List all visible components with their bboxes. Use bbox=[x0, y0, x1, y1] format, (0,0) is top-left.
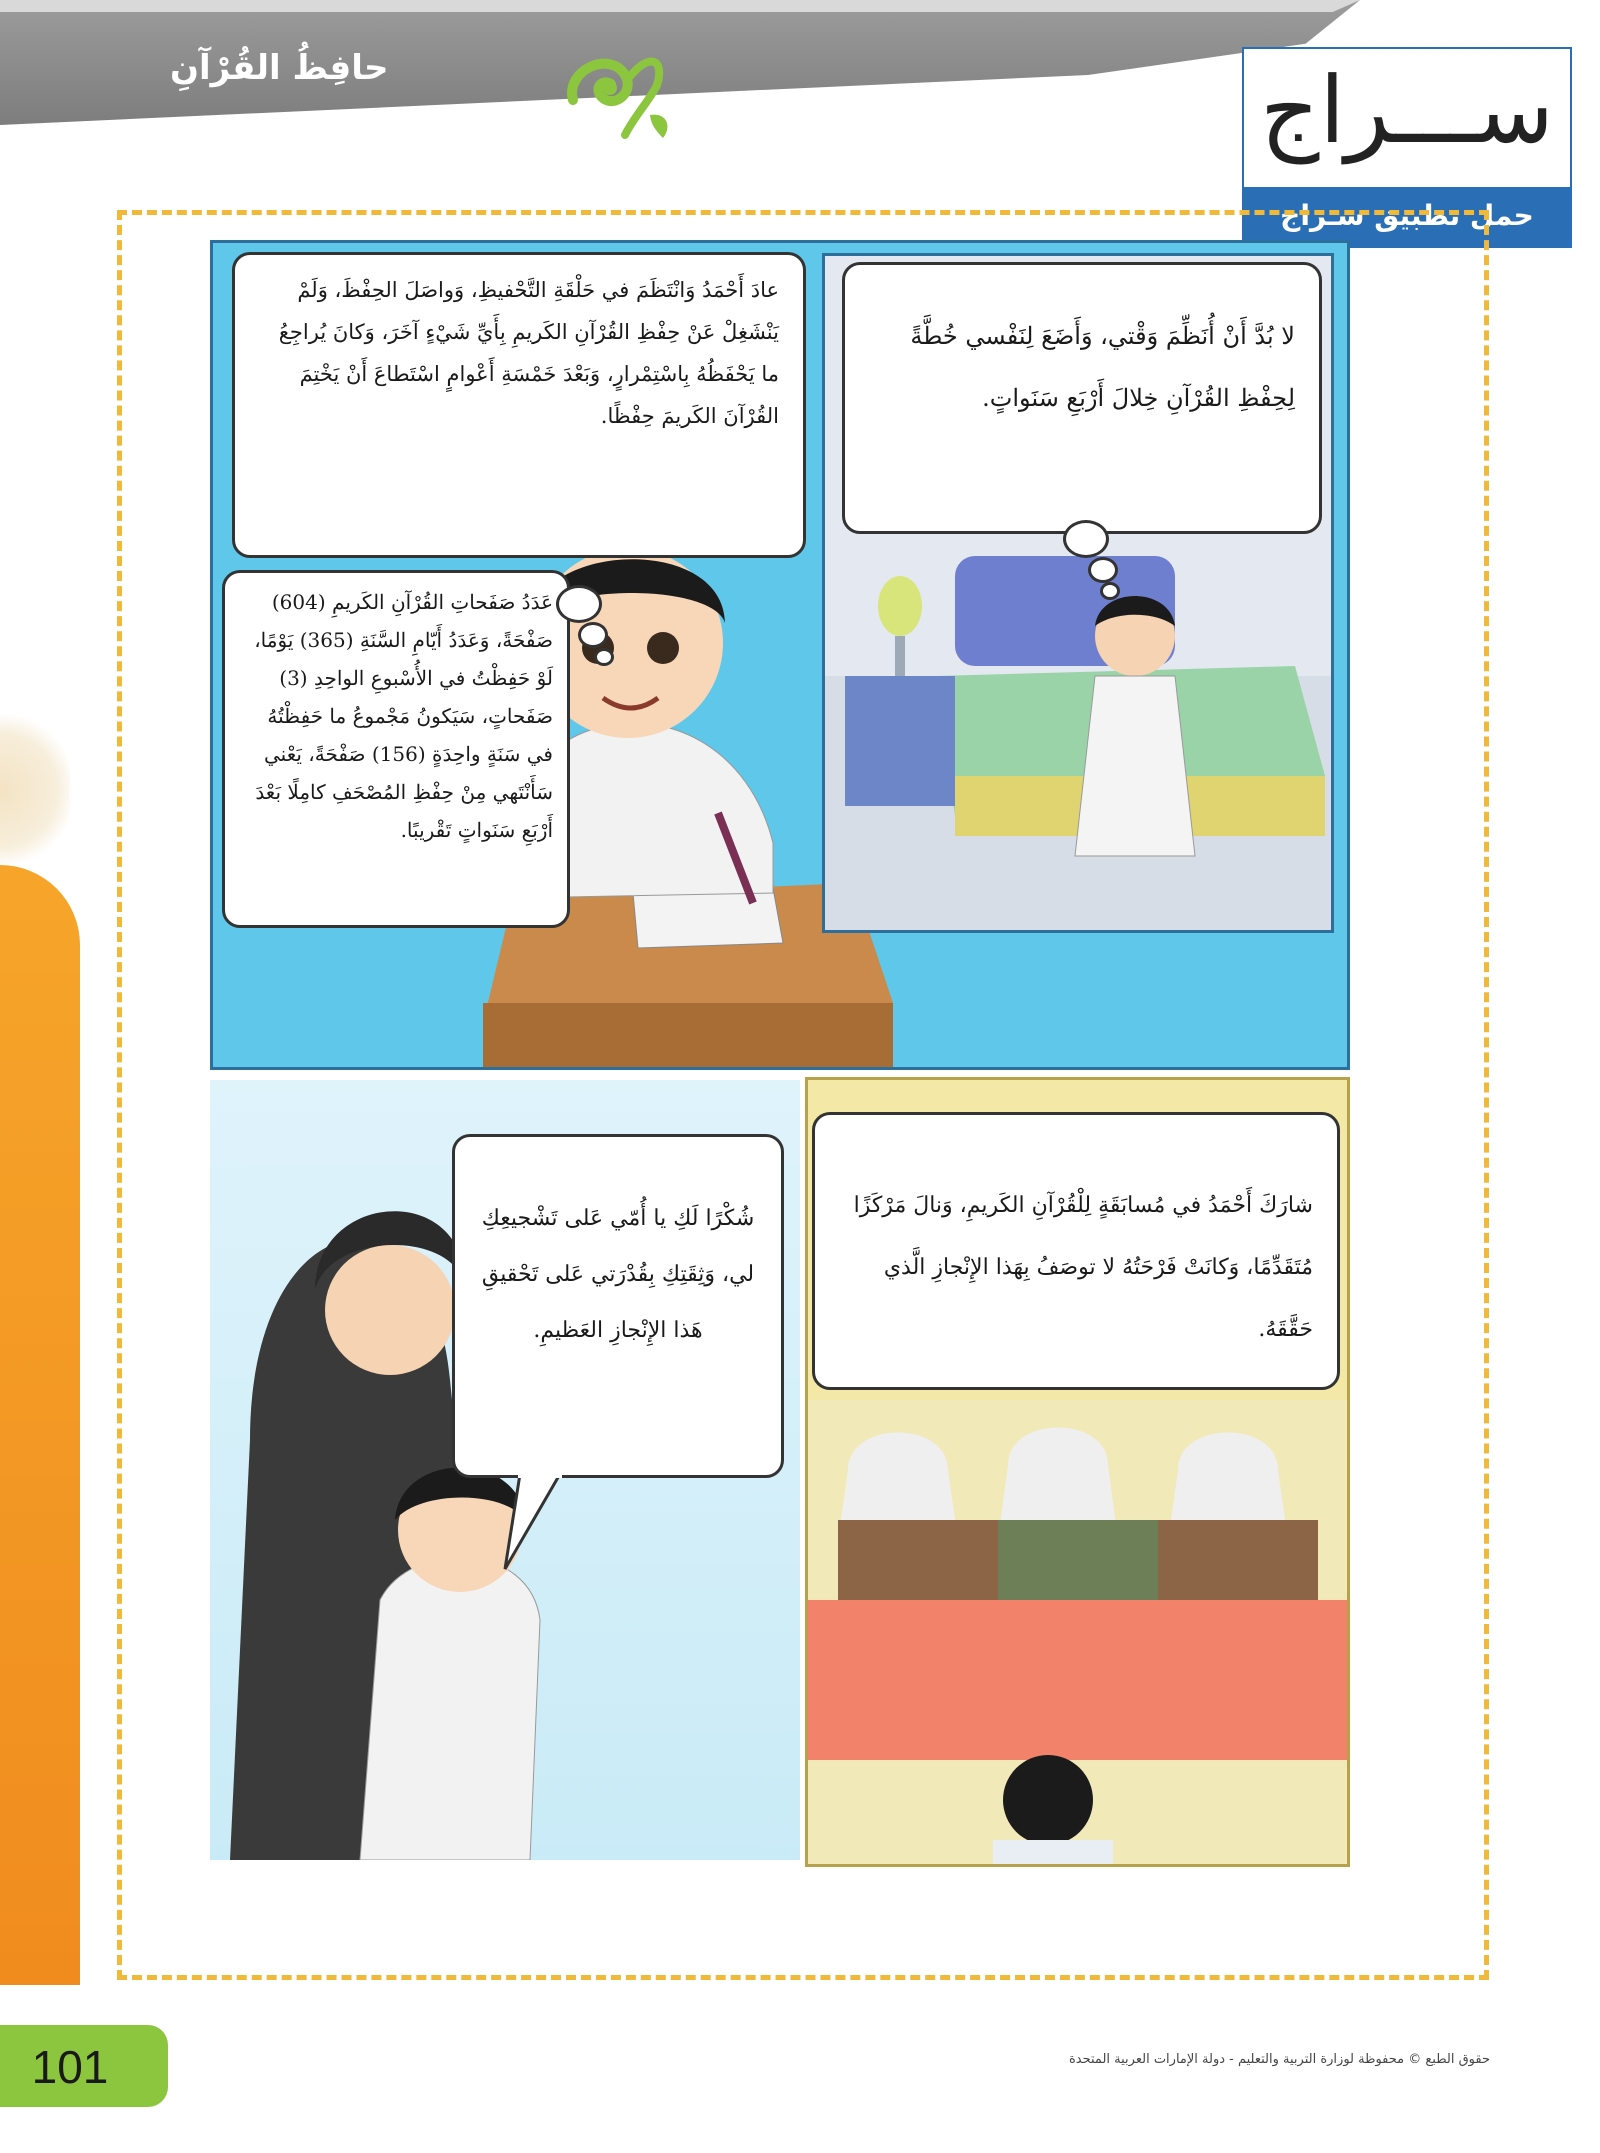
thought-dot bbox=[1063, 520, 1109, 558]
copyright-notice: حقوق الطبع © محفوظة لوزارة التربية والتعليم - دولة الإمارات العربية المتحدة bbox=[1068, 2052, 1490, 2067]
page-number: 101 bbox=[31, 2041, 109, 2093]
header-band-highlight bbox=[0, 0, 1360, 12]
thought-dot bbox=[1088, 557, 1118, 583]
siraj-download-label[interactable]: حمل تطبيق سـراج bbox=[1280, 199, 1534, 232]
thought-bubble-desk: عَدَدُ صَفَحاتِ القُرْآنِ الكَريمِ (604) صَفْحَةً، وَعَدَدُ أَيّامِ السَّنَةِ (365) يَوْمًا، لَوْ حَفِظْتُ في الأُسْبوعِ الواحِدِ (3) صَفَحاتٍ، سَيَكونُ مَجْموعُ ما حَفِظْتُهُ في سَنَةٍ واحِدَةٍ (156) صَفْحَةً، يَعْني سَأَنْتَهي مِنْ حِفْظِ المُصْحَفِ كامِلًا بَعْدَ أَرْبَعِ سَنَواتٍ تَقْريبًا. bbox=[222, 570, 570, 928]
thought-dot bbox=[1100, 582, 1120, 600]
thought-bubble-bedroom: لا بُدَّ أَنْ أُنَظِّمَ وَقْتي، وَأَضَعَ لِنَفْسي خُطَّةً لِحِفْظِ القُرْآنِ خِلالَ أَرْبَعِ سَنَواتٍ. bbox=[842, 262, 1322, 534]
narration-box-memorization: عادَ أَحْمَدُ وَانْتَظَمَ في حَلْقَةِ التَّحْفيظِ، وَواصَلَ الحِفْظَ، وَلَمْ يَنْشَغِلْ عَنْ حِفْظِ القُرْآنِ الكَريمِ بِأَيِّ شَيْءٍ آخَرَ، وَكانَ يُراجِعُ ما يَحْفَظُهُ بِاسْتِمْرارٍ، وَبَعْدَ خَمْسَةِ أَعْوامٍ اسْتَطاعَ أَنْ يَخْتِمَ القُرْآنَ الكَريمَ حِفْظًا. bbox=[232, 252, 806, 558]
thought-dot bbox=[594, 648, 614, 666]
speech-bubble-tail bbox=[500, 1474, 580, 1574]
unit-title: حافِظُ القُرْآنِ bbox=[170, 48, 389, 88]
siraj-logo-text: ســـراج bbox=[1260, 57, 1554, 164]
left-orange-strip bbox=[0, 865, 80, 1985]
thought-dot bbox=[578, 622, 608, 648]
left-ornament bbox=[0, 715, 70, 865]
swirl-logo-icon bbox=[555, 40, 675, 140]
speech-bubble-mother: شُكْرًا لَكِ يا أُمّي عَلى تَشْجيعِكِ لي، وَثِقَتِكِ بِقُدْرَتي عَلى تَحْقيقِ هَذا الإِنْجازِ العَظيمِ. bbox=[452, 1134, 784, 1478]
narration-box-competition: شارَكَ أَحْمَدُ في مُسابَقَةٍ لِلْقُرْآنِ الكَريمِ، وَنالَ مَرْكَزًا مُتَقَدِّمًا، وَكانَتْ فَرْحَتُهُ لا توصَفُ بِهَذا الإِنْجازِ الَّذي حَقَّقَهُ. bbox=[812, 1112, 1340, 1390]
thought-dot bbox=[556, 585, 602, 623]
